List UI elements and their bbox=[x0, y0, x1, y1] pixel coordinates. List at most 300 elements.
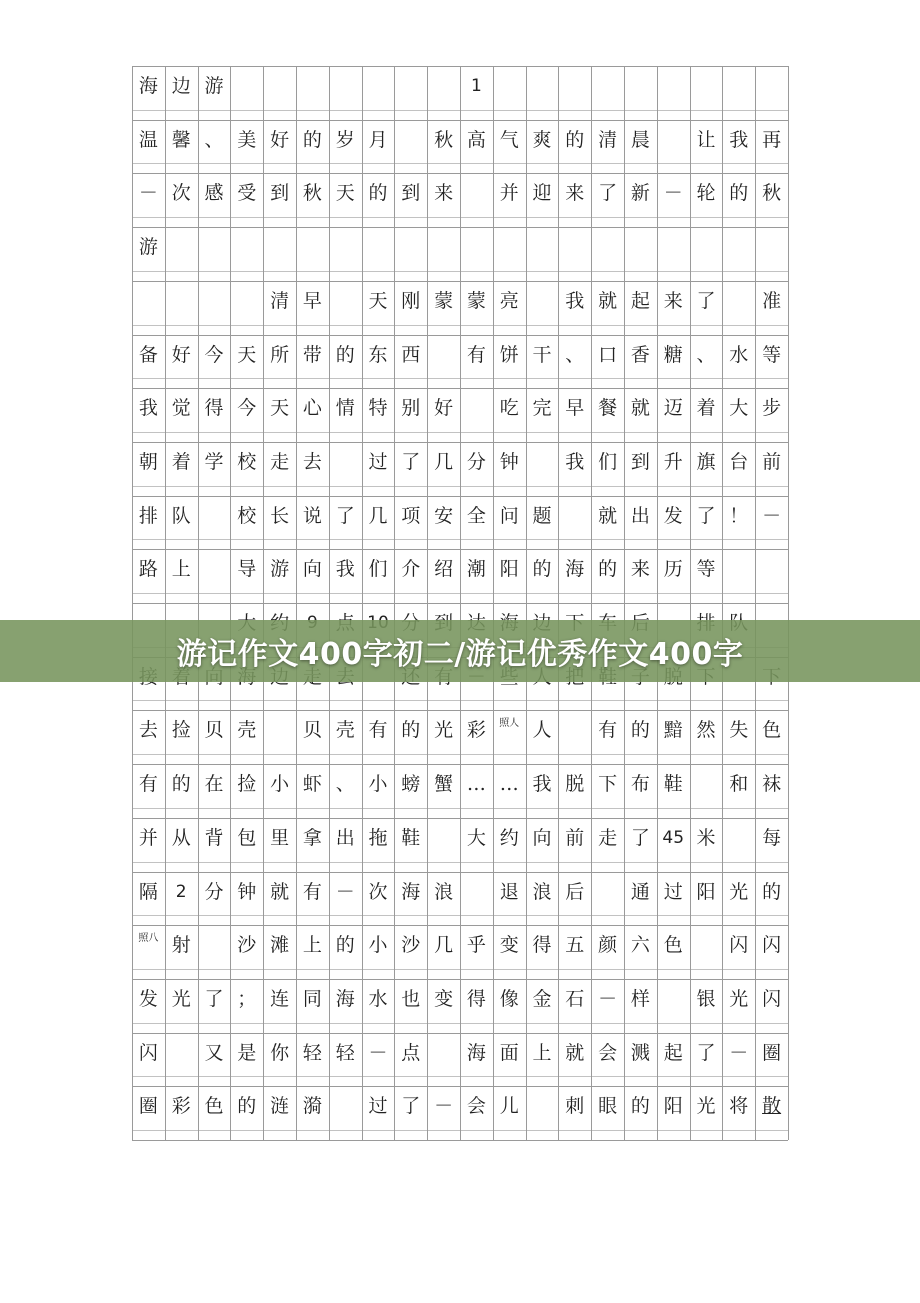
grid-char: 心 bbox=[302, 397, 322, 420]
grid-char: 温 bbox=[138, 128, 158, 151]
grid-char: 每 bbox=[762, 826, 782, 849]
grid-char: 餐 bbox=[598, 397, 618, 420]
grid-char: 、 bbox=[335, 773, 355, 796]
grid-char: 海 bbox=[138, 75, 158, 97]
grid-char: 1 bbox=[470, 76, 482, 96]
grid-char: 向 bbox=[532, 826, 552, 849]
grid-char: 了 bbox=[401, 1095, 421, 1118]
grid-char: 贝 bbox=[302, 719, 322, 742]
grid-char: 干 bbox=[532, 343, 552, 366]
grid-hline bbox=[132, 173, 788, 174]
grid-char: 去 bbox=[302, 450, 322, 473]
grid-char: 的 bbox=[565, 128, 585, 151]
grid-char: 别 bbox=[401, 397, 421, 420]
grid-char: 了 bbox=[696, 504, 716, 527]
grid-char: 光 bbox=[171, 987, 191, 1010]
grid-char: 圈 bbox=[762, 1041, 782, 1064]
grid-char: 馨 bbox=[171, 128, 191, 151]
grid-char: 长 bbox=[270, 504, 290, 527]
grid-char: 大 bbox=[729, 397, 749, 420]
grid-char: 好 bbox=[434, 397, 454, 420]
grid-hline bbox=[132, 872, 788, 873]
grid-char: － bbox=[729, 1041, 749, 1064]
grid-char: 石 bbox=[565, 987, 585, 1010]
grid-char: 觉 bbox=[171, 397, 191, 420]
grid-char: 你 bbox=[270, 1041, 290, 1064]
grid-char: 壳 bbox=[335, 719, 355, 742]
grid-char: 们 bbox=[368, 558, 388, 581]
grid-char: 脱 bbox=[565, 773, 585, 796]
grid-char: 阳 bbox=[499, 558, 519, 581]
grid-char: 说 bbox=[302, 504, 322, 527]
grid-hline-gap bbox=[132, 486, 788, 487]
grid-char: 照八 bbox=[138, 933, 159, 945]
grid-char: 学 bbox=[204, 450, 224, 473]
grid-char: 有 bbox=[598, 719, 618, 742]
grid-char: 六 bbox=[630, 934, 650, 957]
grid-char: 钟 bbox=[499, 450, 519, 473]
grid-char: 饼 bbox=[499, 343, 519, 366]
grid-char: 小 bbox=[368, 773, 388, 796]
grid-char: 去 bbox=[138, 719, 158, 742]
grid-char: 高 bbox=[466, 128, 486, 151]
grid-char: 糖 bbox=[663, 343, 683, 366]
grid-char: 来 bbox=[434, 182, 454, 205]
grid-char: 阳 bbox=[696, 880, 716, 903]
grid-char: 上 bbox=[302, 934, 322, 957]
grid-char: 游 bbox=[204, 75, 224, 97]
grid-hline-gap bbox=[132, 593, 788, 594]
grid-char: 光 bbox=[696, 1095, 716, 1118]
grid-char: 就 bbox=[630, 397, 650, 420]
grid-char: 样 bbox=[630, 987, 650, 1010]
grid-char: 下 bbox=[598, 773, 618, 796]
grid-char: 问 bbox=[499, 504, 519, 527]
grid-char: 布 bbox=[630, 773, 650, 796]
grid-char: 安 bbox=[434, 504, 454, 527]
grid-char: 迎 bbox=[532, 182, 552, 205]
grid-hline bbox=[132, 764, 788, 765]
grid-char: 特 bbox=[368, 397, 388, 420]
grid-char: 鞋 bbox=[663, 773, 683, 796]
grid-char: 前 bbox=[565, 826, 585, 849]
grid-char: 得 bbox=[532, 934, 552, 957]
grid-char: 历 bbox=[663, 558, 683, 581]
grid-char: 晨 bbox=[630, 128, 650, 151]
grid-char: 香 bbox=[630, 343, 650, 366]
grid-hline bbox=[132, 979, 788, 980]
grid-char: 几 bbox=[434, 934, 454, 957]
grid-char: － bbox=[335, 880, 355, 903]
grid-char: 沙 bbox=[237, 934, 257, 957]
grid-hline-gap bbox=[132, 378, 788, 379]
grid-char: 到 bbox=[270, 182, 290, 205]
grid-char: 捡 bbox=[171, 719, 191, 742]
grid-char: 情 bbox=[335, 397, 355, 420]
grid-char: 我 bbox=[138, 397, 158, 420]
grid-char: 起 bbox=[630, 289, 650, 312]
grid-hline bbox=[132, 335, 788, 336]
grid-char: 贝 bbox=[204, 719, 224, 742]
grid-char: 儿 bbox=[499, 1095, 519, 1118]
grid-char: 也 bbox=[401, 987, 421, 1010]
grid-char: 约 bbox=[499, 826, 519, 849]
grid-char: 有 bbox=[138, 773, 158, 796]
grid-char: 捡 bbox=[237, 773, 257, 796]
grid-char: 边 bbox=[171, 75, 191, 97]
grid-char: 出 bbox=[335, 826, 355, 849]
grid-char: 清 bbox=[270, 289, 290, 312]
grid-char: 次 bbox=[368, 880, 388, 903]
grid-char: 、 bbox=[565, 343, 585, 366]
grid-char: 我 bbox=[335, 558, 355, 581]
grid-char: 了 bbox=[401, 450, 421, 473]
grid-char: 亮 bbox=[499, 289, 519, 312]
grid-char: － bbox=[138, 182, 158, 205]
grid-char: 又 bbox=[204, 1041, 224, 1064]
grid-hline bbox=[132, 710, 788, 711]
grid-char: 的 bbox=[762, 880, 782, 903]
grid-char: 来 bbox=[630, 558, 650, 581]
grid-char: 浪 bbox=[532, 880, 552, 903]
grid-char: 走 bbox=[270, 450, 290, 473]
grid-char: 我 bbox=[729, 128, 749, 151]
grid-char: 色 bbox=[663, 934, 683, 957]
grid-char: － bbox=[434, 1095, 454, 1118]
grid-char: ！ bbox=[729, 504, 749, 527]
grid-char: 出 bbox=[630, 504, 650, 527]
grid-hline bbox=[132, 1086, 788, 1087]
grid-char: 拖 bbox=[368, 826, 388, 849]
grid-char: 有 bbox=[466, 343, 486, 366]
grid-char: 水 bbox=[729, 343, 749, 366]
grid-char: 绍 bbox=[434, 558, 454, 581]
grid-char: 旗 bbox=[696, 450, 716, 473]
grid-char: 就 bbox=[565, 1041, 585, 1064]
grid-char: － bbox=[368, 1041, 388, 1064]
grid-char: 来 bbox=[565, 182, 585, 205]
grid-char: 秋 bbox=[762, 182, 782, 205]
grid-char: 、 bbox=[204, 128, 224, 151]
grid-hline bbox=[132, 1140, 788, 1141]
grid-char: 在 bbox=[204, 773, 224, 796]
grid-char: 升 bbox=[663, 450, 683, 473]
grid-char: 我 bbox=[565, 450, 585, 473]
grid-char: 得 bbox=[466, 987, 486, 1010]
grid-char: 并 bbox=[499, 182, 519, 205]
grid-char: 五 bbox=[565, 934, 585, 957]
grid-char: 口 bbox=[598, 343, 618, 366]
grid-char: 导 bbox=[237, 558, 257, 581]
grid-char: 2 bbox=[175, 881, 187, 902]
grid-char: 面 bbox=[499, 1041, 519, 1064]
grid-char: 发 bbox=[663, 504, 683, 527]
grid-char: 的 bbox=[729, 182, 749, 205]
grid-hline bbox=[132, 925, 788, 926]
grid-char: 然 bbox=[696, 719, 716, 742]
grid-char: 秋 bbox=[434, 128, 454, 151]
grid-hline bbox=[132, 818, 788, 819]
grid-char: 游 bbox=[138, 236, 158, 259]
grid-hline-gap bbox=[132, 163, 788, 164]
grid-char: 天 bbox=[270, 397, 290, 420]
grid-hline-gap bbox=[132, 539, 788, 540]
grid-char: 金 bbox=[532, 987, 552, 1010]
grid-char: 的 bbox=[302, 128, 322, 151]
grid-char: 东 bbox=[368, 343, 388, 366]
grid-char: 闪 bbox=[762, 934, 782, 957]
grid-char: 等 bbox=[762, 343, 782, 366]
grid-char: 今 bbox=[237, 397, 257, 420]
grid-char: 项 bbox=[401, 504, 421, 527]
grid-char: 同 bbox=[302, 987, 322, 1010]
grid-char: 闪 bbox=[138, 1041, 158, 1064]
grid-char: 人 bbox=[532, 719, 552, 742]
grid-char: 介 bbox=[401, 558, 421, 581]
grid-hline bbox=[132, 66, 788, 67]
grid-char: 美 bbox=[237, 128, 257, 151]
grid-hline-gap bbox=[132, 862, 788, 863]
grid-char: 包 bbox=[237, 826, 257, 849]
grid-char: 秋 bbox=[302, 182, 322, 205]
grid-char: 的 bbox=[171, 773, 191, 796]
grid-hline-gap bbox=[132, 700, 788, 701]
grid-char: 浪 bbox=[434, 880, 454, 903]
grid-char: 鞋 bbox=[401, 826, 421, 849]
grid-char: 校 bbox=[237, 450, 257, 473]
grid-char: 闪 bbox=[762, 987, 782, 1010]
grid-char: 海 bbox=[565, 558, 585, 581]
grid-char: 水 bbox=[368, 987, 388, 1010]
grid-char: 备 bbox=[138, 343, 158, 366]
grid-char: 前 bbox=[762, 450, 782, 473]
grid-char: 通 bbox=[630, 880, 650, 903]
grid-char: 蒙 bbox=[466, 289, 486, 312]
grid-char: 我 bbox=[565, 289, 585, 312]
grid-char: 过 bbox=[368, 1095, 388, 1118]
grid-char: 散 bbox=[762, 1095, 782, 1118]
grid-char: 今 bbox=[204, 343, 224, 366]
grid-char: 感 bbox=[204, 182, 224, 205]
grid-char: 有 bbox=[368, 719, 388, 742]
grid-char: 后 bbox=[565, 880, 585, 903]
title-banner bbox=[0, 620, 920, 682]
grid-char: 得 bbox=[204, 397, 224, 420]
grid-char: 照人 bbox=[499, 718, 520, 730]
grid-hline bbox=[132, 549, 788, 550]
grid-char: 色 bbox=[204, 1095, 224, 1118]
grid-char: 我 bbox=[532, 773, 552, 796]
grid-char: 会 bbox=[598, 1041, 618, 1064]
grid-char: 颜 bbox=[598, 934, 618, 957]
grid-hline-gap bbox=[132, 432, 788, 433]
grid-char: 所 bbox=[270, 343, 290, 366]
grid-char: 的 bbox=[598, 558, 618, 581]
grid-char: － bbox=[598, 987, 618, 1010]
grid-char: 黯 bbox=[663, 719, 683, 742]
grid-char: 岁 bbox=[335, 128, 355, 151]
grid-char: 们 bbox=[598, 450, 618, 473]
grid-hline-gap bbox=[132, 217, 788, 218]
grid-char: 迈 bbox=[663, 397, 683, 420]
grid-char: 彩 bbox=[171, 1095, 191, 1118]
grid-hline-gap bbox=[132, 110, 788, 111]
grid-char: 了 bbox=[696, 289, 716, 312]
grid-char: 里 bbox=[270, 826, 290, 849]
grid-hline bbox=[132, 281, 788, 282]
grid-hline bbox=[132, 603, 788, 604]
grid-hline bbox=[132, 496, 788, 497]
grid-char: 准 bbox=[762, 289, 782, 312]
grid-char: 有 bbox=[302, 880, 322, 903]
grid-char: … bbox=[466, 773, 486, 796]
grid-char: 月 bbox=[368, 128, 388, 151]
grid-char: 轻 bbox=[302, 1041, 322, 1064]
grid-char: 的 bbox=[335, 934, 355, 957]
grid-char: 了 bbox=[696, 1041, 716, 1064]
grid-char: … bbox=[499, 773, 519, 796]
grid-char: 刚 bbox=[401, 289, 421, 312]
grid-char: 再 bbox=[762, 128, 782, 151]
grid-char: 向 bbox=[302, 558, 322, 581]
grid-char: 等 bbox=[696, 558, 716, 581]
grid-char: 螃 bbox=[401, 773, 421, 796]
grid-char: 天 bbox=[237, 343, 257, 366]
grid-char: 背 bbox=[204, 826, 224, 849]
grid-char: 像 bbox=[499, 987, 519, 1010]
grid-char: 分 bbox=[204, 880, 224, 903]
grid-char: 乎 bbox=[466, 934, 486, 957]
grid-char: 从 bbox=[171, 826, 191, 849]
grid-char: 的 bbox=[532, 558, 552, 581]
grid-char: 带 bbox=[302, 343, 322, 366]
grid-char: 光 bbox=[729, 880, 749, 903]
grid-hline bbox=[132, 120, 788, 121]
grid-char: 让 bbox=[696, 128, 716, 151]
grid-char: 次 bbox=[171, 182, 191, 205]
grid-char: 吃 bbox=[499, 397, 519, 420]
grid-char: 涟 bbox=[270, 1095, 290, 1118]
grid-char: 着 bbox=[696, 397, 716, 420]
grid-char: 上 bbox=[171, 558, 191, 581]
grid-char: 壳 bbox=[237, 719, 257, 742]
grid-char: 来 bbox=[663, 289, 683, 312]
essay-grid bbox=[132, 66, 788, 1140]
grid-char: 轮 bbox=[696, 182, 716, 205]
grid-hline-gap bbox=[132, 1076, 788, 1077]
grid-char: 路 bbox=[138, 558, 158, 581]
grid-char: 45 bbox=[662, 827, 685, 848]
grid-char: 隔 bbox=[138, 880, 158, 903]
grid-char: 起 bbox=[663, 1041, 683, 1064]
grid-char: 发 bbox=[138, 987, 158, 1010]
grid-char: 拿 bbox=[302, 826, 322, 849]
grid-hline bbox=[132, 1033, 788, 1034]
grid-char: 光 bbox=[434, 719, 454, 742]
grid-char: 海 bbox=[466, 1041, 486, 1064]
grid-char: 到 bbox=[630, 450, 650, 473]
grid-hline-gap bbox=[132, 915, 788, 916]
grid-char: 袜 bbox=[762, 773, 782, 796]
grid-char: 和 bbox=[729, 773, 749, 796]
grid-char: 分 bbox=[466, 450, 486, 473]
grid-char: 刺 bbox=[565, 1095, 585, 1118]
grid-char: 会 bbox=[466, 1095, 486, 1118]
grid-char: 好 bbox=[270, 128, 290, 151]
grid-hline-gap bbox=[132, 271, 788, 272]
grid-char: 队 bbox=[171, 504, 191, 527]
grid-char: 天 bbox=[368, 289, 388, 312]
grid-char: 沙 bbox=[401, 934, 421, 957]
grid-vline bbox=[788, 66, 789, 1140]
grid-char: 变 bbox=[499, 934, 519, 957]
grid-hline bbox=[132, 442, 788, 443]
grid-char: 大 bbox=[466, 826, 486, 849]
grid-char: 几 bbox=[434, 450, 454, 473]
grid-char: 就 bbox=[598, 504, 618, 527]
grid-char: 全 bbox=[466, 504, 486, 527]
grid-char: 爽 bbox=[532, 128, 552, 151]
grid-char: 闪 bbox=[729, 934, 749, 957]
grid-char: 题 bbox=[532, 504, 552, 527]
grid-char: 漪 bbox=[302, 1095, 322, 1118]
grid-char: 的 bbox=[630, 719, 650, 742]
grid-char: 圈 bbox=[138, 1095, 158, 1118]
grid-char: 校 bbox=[237, 504, 257, 527]
grid-char: 着 bbox=[171, 450, 191, 473]
grid-char: 气 bbox=[499, 128, 519, 151]
grid-char: 了 bbox=[630, 826, 650, 849]
grid-char: 清 bbox=[598, 128, 618, 151]
grid-char: 连 bbox=[270, 987, 290, 1010]
grid-char: 台 bbox=[729, 450, 749, 473]
grid-char: 过 bbox=[663, 880, 683, 903]
grid-char: 眼 bbox=[598, 1095, 618, 1118]
grid-char: 早 bbox=[302, 289, 322, 312]
grid-char: 的 bbox=[368, 182, 388, 205]
grid-char: 射 bbox=[171, 934, 191, 957]
grid-char: 海 bbox=[335, 987, 355, 1010]
grid-char: － bbox=[762, 504, 782, 527]
grid-char: 了 bbox=[598, 182, 618, 205]
grid-char: 光 bbox=[729, 987, 749, 1010]
grid-char: 游 bbox=[270, 558, 290, 581]
grid-char: 过 bbox=[368, 450, 388, 473]
grid-char: 潮 bbox=[466, 558, 486, 581]
grid-char: 银 bbox=[696, 987, 716, 1010]
grid-char: 的 bbox=[630, 1095, 650, 1118]
grid-char: 的 bbox=[335, 343, 355, 366]
grid-char: 是 bbox=[237, 1041, 257, 1064]
grid-hline-gap bbox=[132, 754, 788, 755]
grid-hline-gap bbox=[132, 969, 788, 970]
grid-char: 色 bbox=[762, 719, 782, 742]
grid-char: 、 bbox=[696, 343, 716, 366]
grid-char: 早 bbox=[565, 397, 585, 420]
grid-char: 溅 bbox=[630, 1041, 650, 1064]
grid-char: 受 bbox=[237, 182, 257, 205]
grid-hline-gap bbox=[132, 1130, 788, 1131]
grid-char: 滩 bbox=[270, 934, 290, 957]
grid-char: 好 bbox=[171, 343, 191, 366]
grid-char: 就 bbox=[598, 289, 618, 312]
banner-title: 游记作文400字初二/游记优秀作文400字 bbox=[176, 637, 744, 672]
grid-char: 点 bbox=[401, 1041, 421, 1064]
grid-char: 变 bbox=[434, 987, 454, 1010]
grid-char: 的 bbox=[237, 1095, 257, 1118]
grid-char: 步 bbox=[762, 397, 782, 420]
grid-char: 虾 bbox=[302, 773, 322, 796]
